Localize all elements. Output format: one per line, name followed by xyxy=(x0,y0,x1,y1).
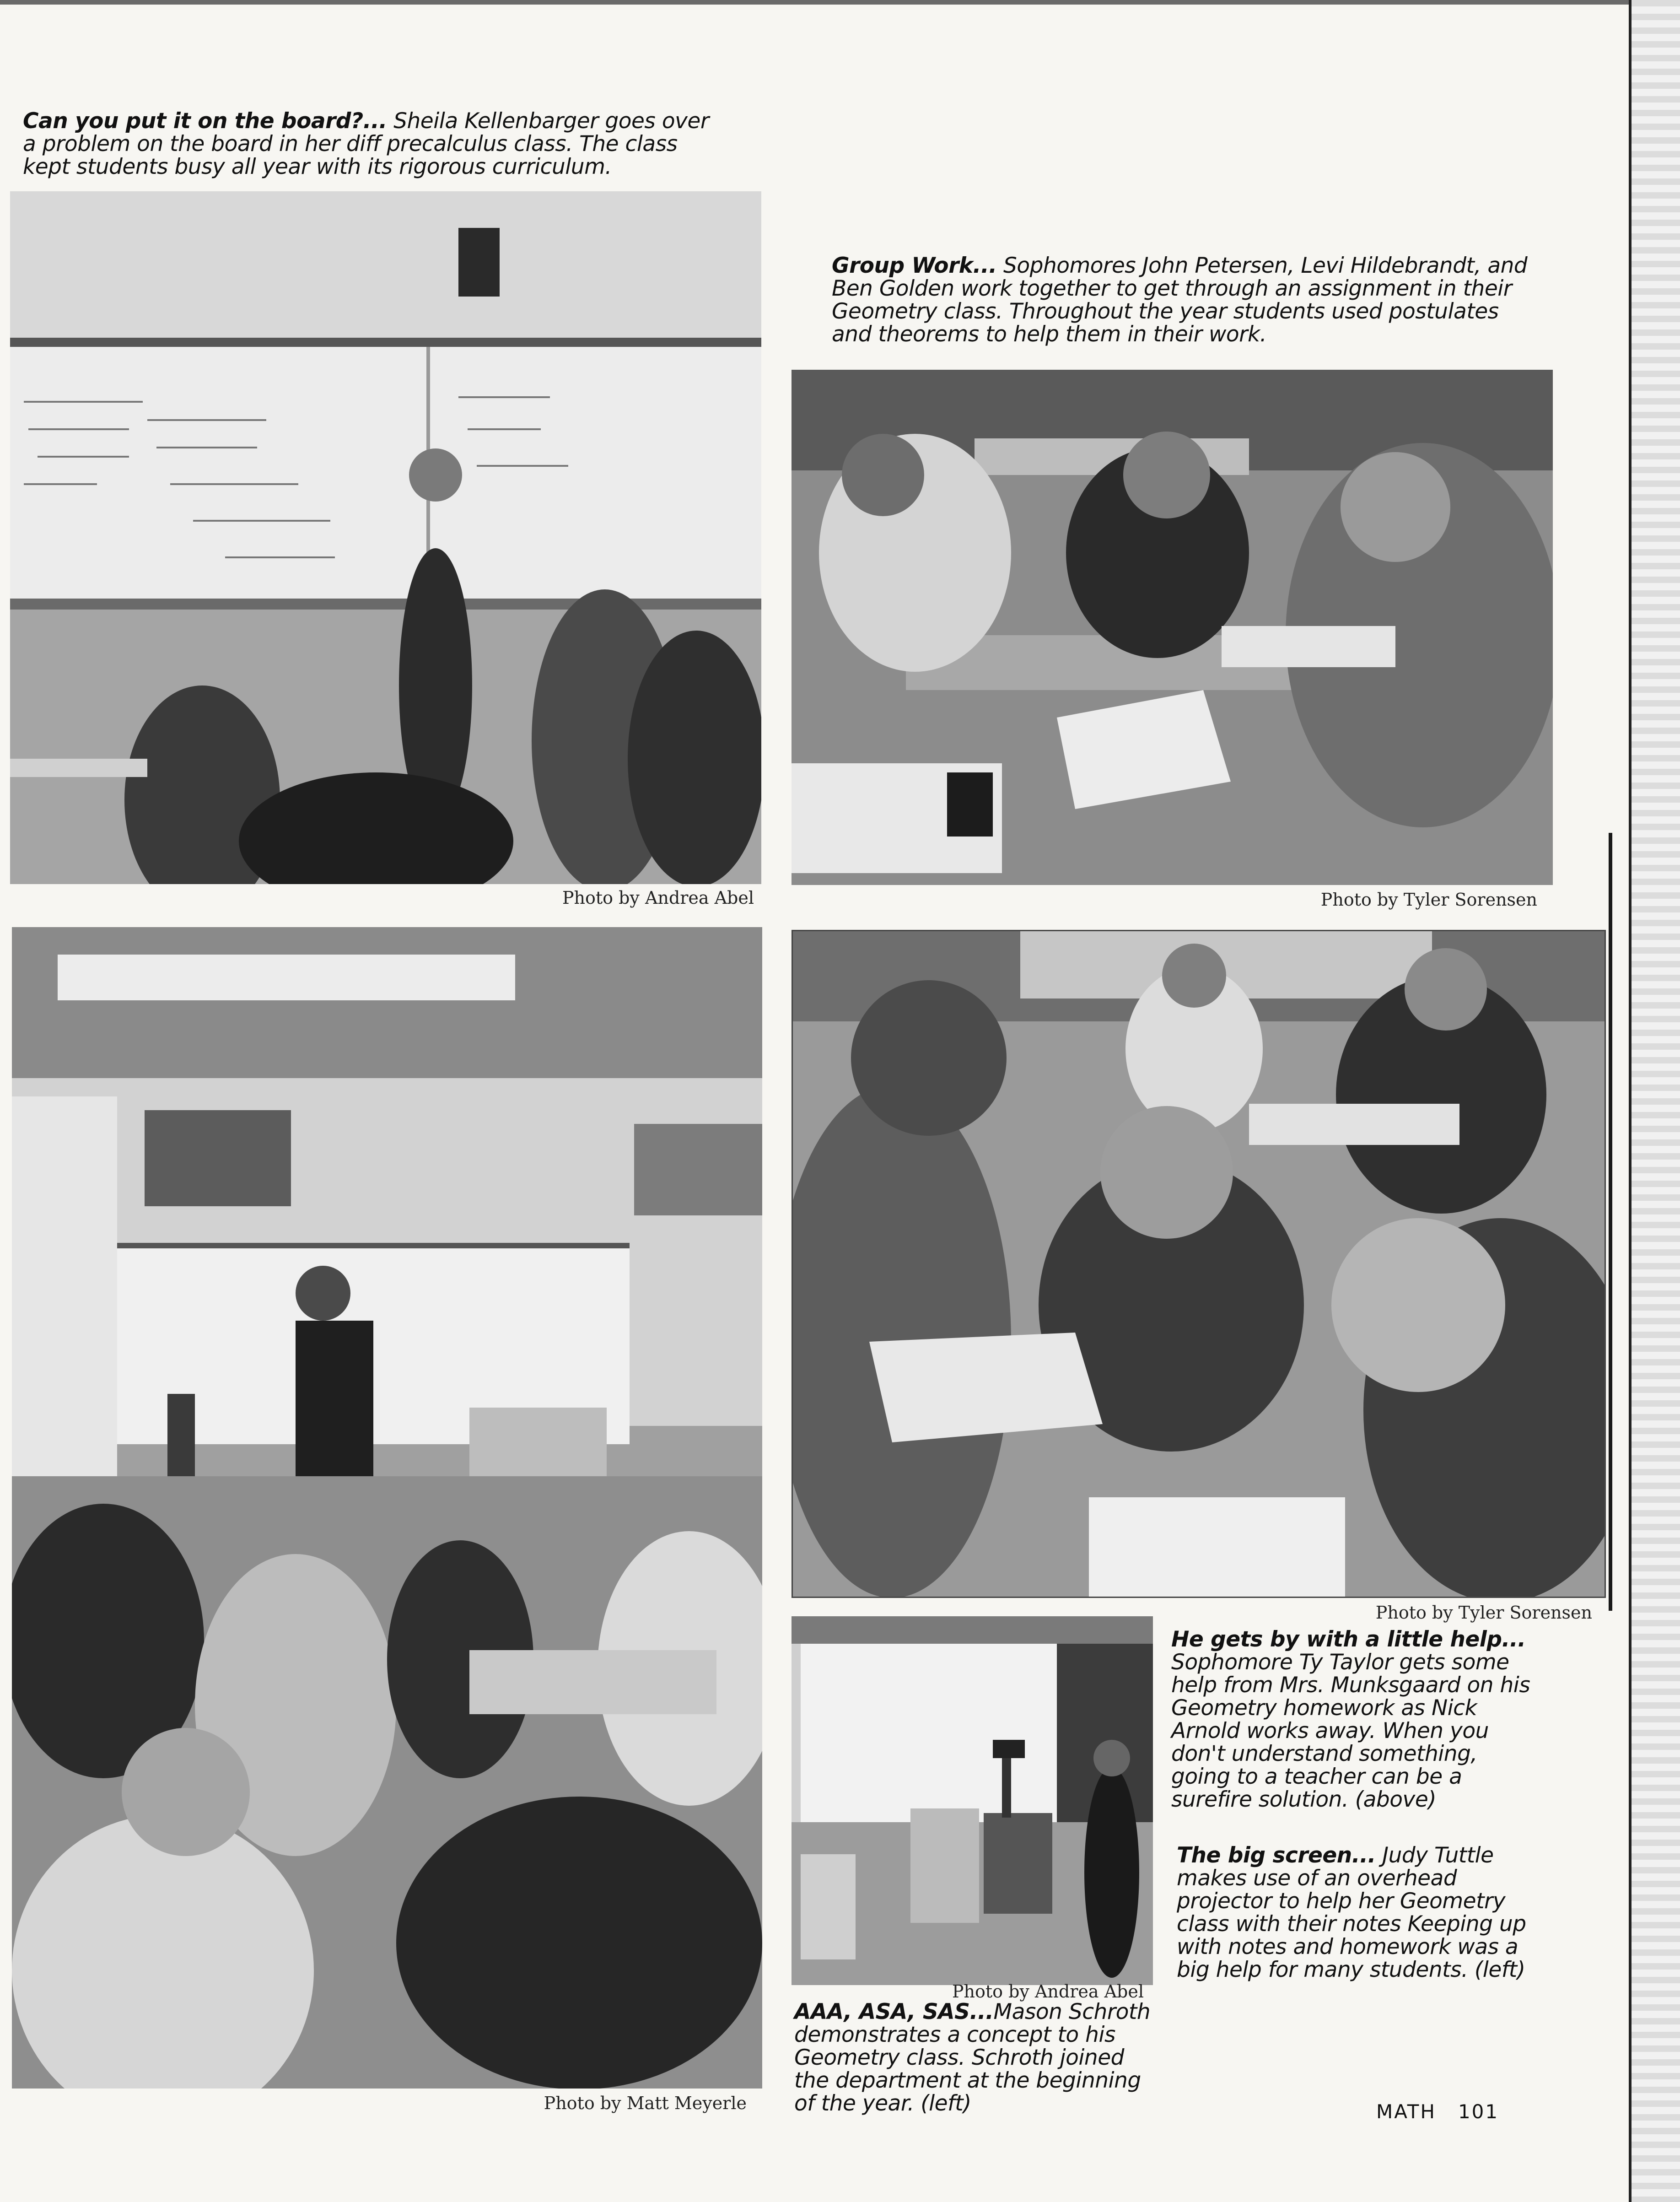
caption-board xyxy=(23,110,723,178)
caption-little-help-lead: He gets by with a little help... xyxy=(1171,1627,1526,1652)
caption-board-text: Sheila Kellenbarger goes over a problem on the board in her diff precalculus class. The class kept students busy all year with its rigorous curriculum. xyxy=(23,108,709,179)
caption-aaa xyxy=(794,2001,1160,2115)
caption-big-screen-lead: The big screen... xyxy=(1177,1843,1376,1868)
credit-board-photo: Photo by Andrea Abel xyxy=(562,888,754,908)
photo-group-work xyxy=(792,370,1553,885)
caption-aaa-lead: AAA, ASA, SAS... xyxy=(794,1999,994,2024)
page-edge xyxy=(1629,0,1680,2202)
caption-big-screen-text: Judy Tuttle makes use of an overhead projector to help her Geometry class with their notes Keeping up with notes and homework was a big help for many students. (left) xyxy=(1177,1843,1526,1982)
credit-group-photo: Photo by Tyler Sorensen xyxy=(1320,890,1537,910)
credit-screen-photo: Photo by Andrea Abel xyxy=(952,1981,1144,2002)
photo-precalculus-board-image xyxy=(10,191,761,884)
photo-homework-help-image xyxy=(792,930,1606,1598)
photo-group-work-image xyxy=(792,370,1553,885)
photo-precalculus-board xyxy=(10,191,761,884)
caption-little-help xyxy=(1171,1628,1537,1811)
photo-homework-help xyxy=(792,930,1606,1598)
caption-group-work-lead: Group Work... xyxy=(832,253,997,278)
credit-schroth-photo: Photo by Matt Meyerle xyxy=(544,2093,747,2113)
caption-group-work-text: Sophomores John Petersen, Levi Hildebrandt, and Ben Golden work together to get through an assignment in their Geometry class. Throughout the year students used postulates and theorems to help them in their work. xyxy=(832,253,1528,347)
top-rule xyxy=(0,0,1629,5)
folio-section: MATH xyxy=(1376,2100,1436,2123)
folio xyxy=(1376,2100,1521,2123)
caption-aaa-text: Mason Schroth demonstrates a concept to his Geometry class. Schroth joined the department at the beginning of the year. (left) xyxy=(794,1999,1151,2116)
caption-board-lead: Can you put it on the board?... xyxy=(23,108,387,134)
caption-group-work xyxy=(832,254,1536,346)
photo-schroth-class xyxy=(12,927,762,2089)
edge-mark xyxy=(1609,833,1612,1611)
credit-help-photo: Photo by Tyler Sorensen xyxy=(1375,1603,1592,1623)
photo-schroth-class-image xyxy=(12,927,762,2089)
photo-big-screen xyxy=(792,1616,1153,1985)
photo-big-screen-image xyxy=(792,1616,1153,1985)
caption-big-screen xyxy=(1177,1844,1534,1981)
folio-page-number: 101 xyxy=(1458,2100,1499,2123)
caption-little-help-text: Sophomore Ty Taylor gets some help from Mrs. Munksgaard on his Geometry homework as Nick Arnold works away. When you don't understand something, going to a teacher can be a surefire solution. (above) xyxy=(1171,1650,1530,1812)
